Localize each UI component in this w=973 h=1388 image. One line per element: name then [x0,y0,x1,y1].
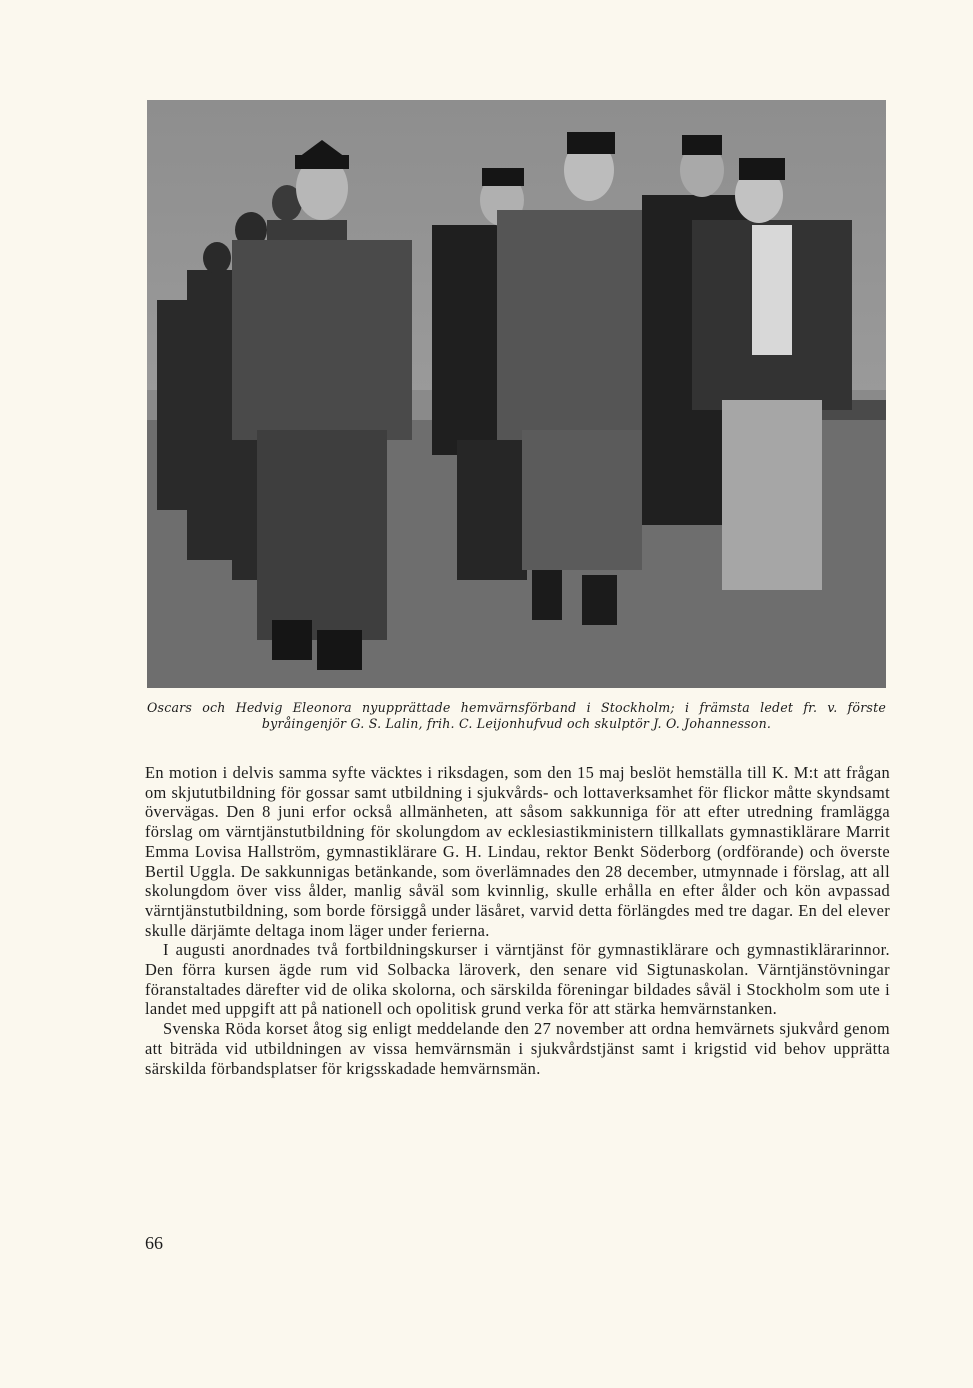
paragraph: En motion i delvis samma syfte väcktes i riksdagen, som den 15 maj beslöt hemställa till K. M:t att frågan om skjututbildning för gossar samt utbildning i sjukvårds- och lottaverksamhet för flickor måtte skyndsamt övervägas. Den 8 juni erfor också allmänheten, att såsom sakkunniga för att efter utredning framlägga förslag om värntjänstutbildning för skolungdom av ecklesiastikministern tillkallats gymnastiklärare Marrit Emma Lovisa Hallström, gymnastiklärare G. H. Lindau, rektor Benkt Söderborg (ordförande) och överste Bertil Uggla. De sakkunnigas betänkande, som överlämnades den 28 december, utmynnade i förslag, att all skolungdom över viss ålder, manlig såväl som kvinnlig, skulle erhålla en efter ålder och kön avpassad värntjänstutbildning, som borde försiggå under läsåret, varvid detta förlängdes med tre dagar. En del elever skulle därjämte deltaga inom läger under ferierna. [145,763,890,940]
marching-men-image [147,100,886,688]
group-photo [147,100,886,688]
photo-caption: Oscars och Hedvig Eleonora nyupprättade hemvärnsförband i Stockholm; i främsta ledet fr. v. förste byråingenjör G. S. Lalin, frih. C. Leijonhufvud och skulptör J. O. Johannesson. [147,700,886,731]
page-number: 66 [145,1233,163,1253]
body-text [145,763,890,1078]
paragraph: I augusti anordnades två fortbildningskurser i värntjänst för gymnastiklärare och gymnastiklärarinnor. Den förra kursen ägde rum vid Solbacka läroverk, den senare vid Sigtunaskolan. Värntjänstövningar föranstaltades därefter vid de olika skolorna, och särskilda föreningar bildades såväl i Stockholm som ute i landet med uppgift att på nationell och opolitisk grund verka för att stärka hemvärnstanken. [145,940,890,1019]
paragraph: Svenska Röda korset åtog sig enligt meddelande den 27 november att ordna hemvärnets sjukvård genom att biträda vid utbildningen av vissa hemvärnsmän i sjukvårdstjänst samt i krigstid vid behov upprätta särskilda förbandsplatser för krigsskadade hemvärnsmän. [145,1019,890,1078]
